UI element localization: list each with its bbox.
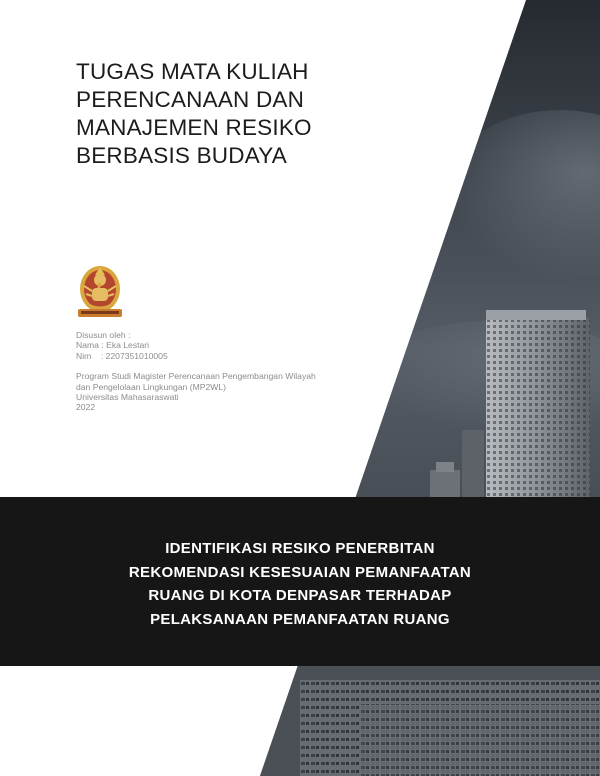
thesis-title-line: REKOMENDASI KESESUAIAN PEMANFAATAN	[128, 563, 472, 581]
course-title-line: BERBASIS BUDAYA	[76, 143, 287, 168]
student-id: Nim : 2207351010005	[76, 350, 168, 361]
thesis-title	[0, 537, 600, 631]
year: 2022	[76, 402, 96, 413]
ganesha-emblem-icon	[74, 258, 126, 318]
thesis-title-line: PELAKSANAAN PEMANFAATAN RUANG	[150, 610, 450, 628]
thesis-title-line: IDENTIFIKASI RESIKO PENERBITAN	[165, 540, 435, 557]
study-program-continued: dan Pengelolaan Lingkungan (MP2WL)	[76, 381, 227, 392]
course-title-line: PERENCANAAN DAN	[76, 87, 305, 112]
course-title-line: MANAJEMEN RESIKO	[76, 115, 312, 140]
course-title-line: TUGAS MATA KULIAH	[76, 59, 309, 84]
author-name: Nama : Eka Lestari	[76, 340, 150, 351]
prepared-by-label: Disusun oleh :	[76, 330, 131, 340]
university-name: Universitas Mahasaraswati	[76, 392, 179, 403]
thesis-title-line: RUANG DI KOTA DENPASAR TERHADAP	[148, 587, 452, 604]
author-info	[76, 330, 376, 413]
course-title	[76, 58, 396, 170]
study-program: Program Studi Magister Perencanaan Pengembangan Wilayah	[76, 371, 316, 382]
